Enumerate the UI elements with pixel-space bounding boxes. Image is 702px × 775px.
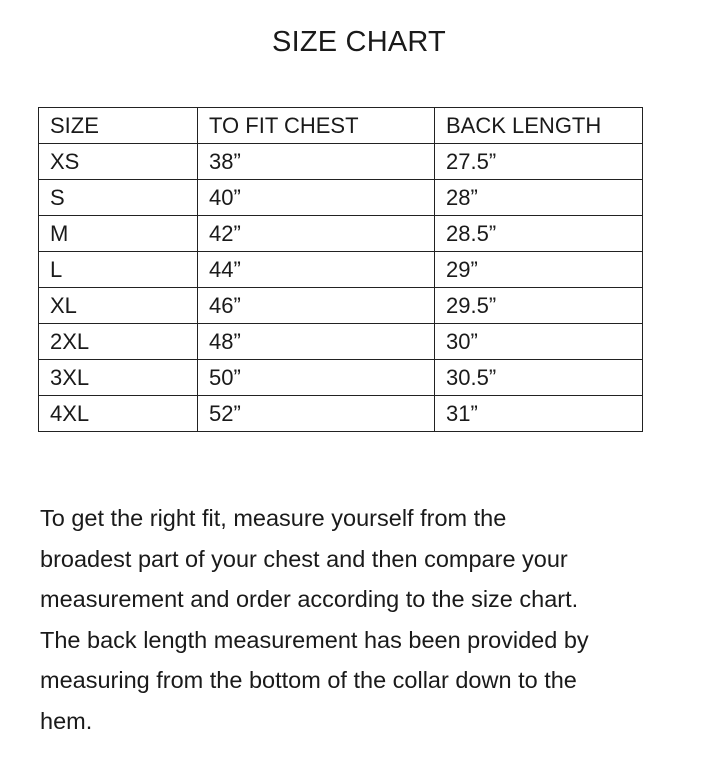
- back-length-cell: 30”: [435, 324, 643, 360]
- back-length-cell: 28.5”: [435, 216, 643, 252]
- size-cell: XS: [39, 144, 198, 180]
- back-length-cell: 30.5”: [435, 360, 643, 396]
- chest-cell: 50”: [198, 360, 435, 396]
- instruction-line: measurement and order according to the size chart.: [40, 586, 579, 612]
- page-title: SIZE CHART: [272, 26, 446, 58]
- chest-cell: 40”: [198, 180, 435, 216]
- chest-cell: 48”: [198, 324, 435, 360]
- size-cell: M: [39, 216, 198, 252]
- chest-cell: 42”: [198, 216, 435, 252]
- header-size: SIZE: [39, 108, 198, 144]
- size-cell: 3XL: [39, 360, 198, 396]
- table-row: [39, 252, 643, 288]
- size-cell: 2XL: [39, 324, 198, 360]
- back-length-cell: 28”: [435, 180, 643, 216]
- chest-cell: 38”: [198, 144, 435, 180]
- table-row: [39, 360, 643, 396]
- instruction-line: To get the right fit, measure yourself from the: [40, 505, 507, 531]
- size-cell: S: [39, 180, 198, 216]
- instruction-line: hem.: [40, 707, 93, 734]
- instruction-line: broadest part of your chest and then compare your: [40, 545, 568, 572]
- table-header-row: [39, 108, 643, 144]
- size-cell: 4XL: [39, 396, 198, 432]
- size-cell: L: [39, 252, 198, 288]
- table-row: [39, 180, 643, 216]
- table-row: [39, 288, 643, 324]
- instruction-line: measuring from the bottom of the collar down to the: [40, 667, 577, 693]
- back-length-cell: 31”: [435, 396, 643, 432]
- chest-cell: 44”: [198, 252, 435, 288]
- size-chart-table: [38, 107, 643, 432]
- back-length-cell: 27.5”: [435, 144, 643, 180]
- table-row: [39, 144, 643, 180]
- header-back-length: BACK LENGTH: [435, 108, 643, 144]
- table-row: [39, 396, 643, 432]
- header-chest: TO FIT CHEST: [198, 108, 435, 144]
- instruction-line: The back length measurement has been provided by: [40, 626, 589, 653]
- chest-cell: 46”: [198, 288, 435, 324]
- chest-cell: 52”: [198, 396, 435, 432]
- back-length-cell: 29”: [435, 252, 643, 288]
- table-row: [39, 324, 643, 360]
- size-cell: XL: [39, 288, 198, 324]
- table-row: [39, 216, 643, 252]
- back-length-cell: 29.5”: [435, 288, 643, 324]
- fit-instructions: [40, 498, 680, 741]
